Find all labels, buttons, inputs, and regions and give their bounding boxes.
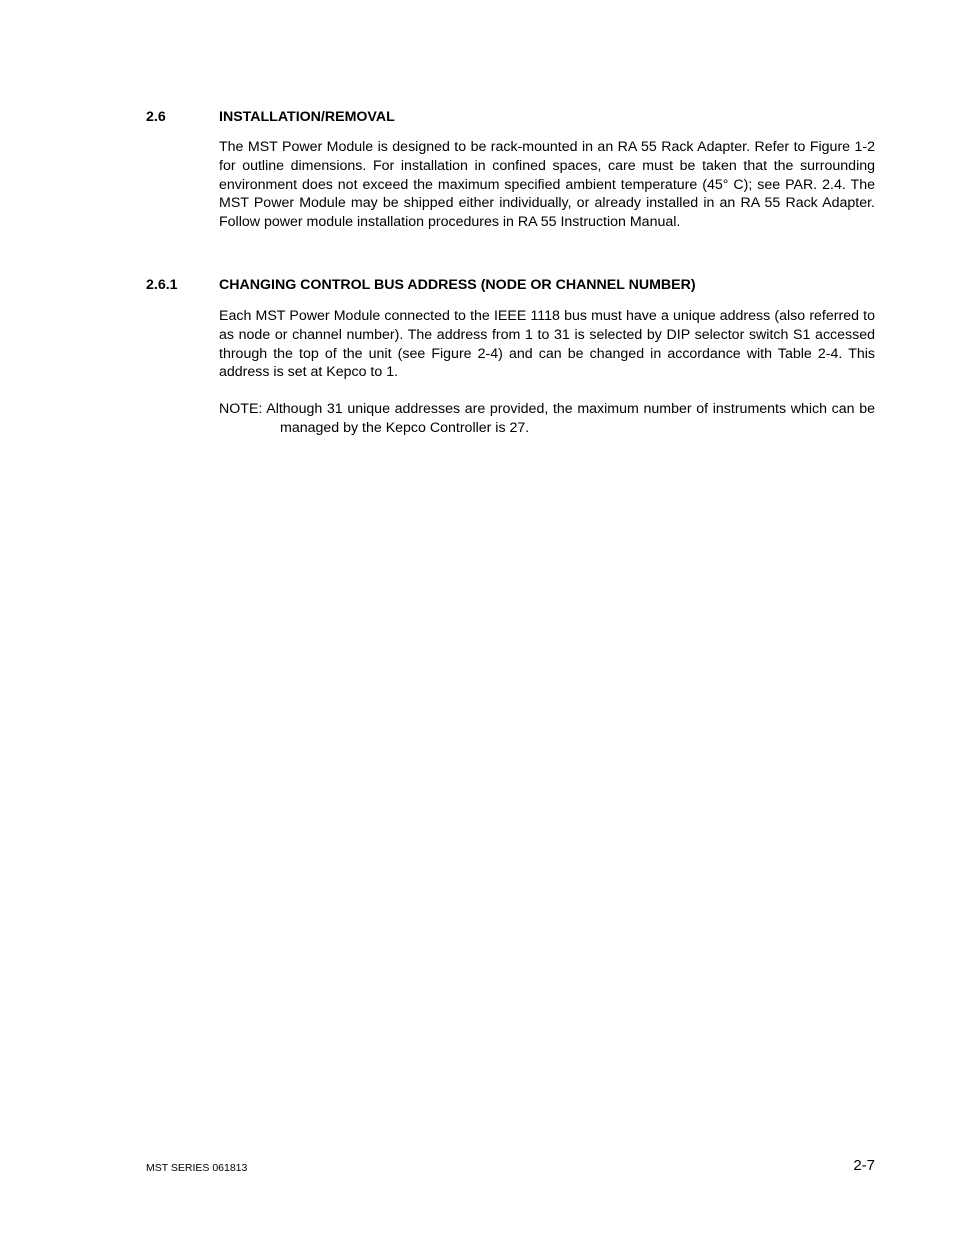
section-heading-2-6 <box>146 108 395 126</box>
section-body-paragraph: Each MST Power Module connected to the IEEE 1118 bus must have a unique address (also referred to as node or channel number). The address from 1 to 31 is selected by DIP selector switch S1 accessed through the top of the unit (see Figure 2-4) and can be changed in accordance with Table 2-4. This address is set at Kepco to 1. <box>219 308 875 381</box>
section-title: CHANGING CONTROL BUS ADDRESS (NODE OR CHANNEL NUMBER) <box>219 277 696 293</box>
footer-page-number: 2-7 <box>853 1157 875 1174</box>
note-paragraph: NOTE: Although 31 unique addresses are provided, the maximum number of instruments which can be managed by the Kepco Controller is 27. <box>219 401 875 436</box>
section-title: INSTALLATION/REMOVAL <box>219 109 395 125</box>
section-number: 2.6.1 <box>146 277 178 293</box>
section-number: 2.6 <box>146 109 166 125</box>
section-heading-2-6-1 <box>146 276 696 294</box>
footer-document-id: MST SERIES 061813 <box>146 1162 248 1174</box>
section-body-paragraph: The MST Power Module is designed to be rack-mounted in an RA 55 Rack Adapter. Refer to Figure 1-2 for outline dimensions. For installation in confined spaces, care must be taken that the surrounding environment does not exceed the maximum specified ambient temperature (45° C); see PAR. 2.4. The MST Power Module may be shipped either individually, or already installed in an RA 55 Rack Adapter. Follow power module installation procedures in RA 55 Instruction Manual. <box>219 139 875 231</box>
